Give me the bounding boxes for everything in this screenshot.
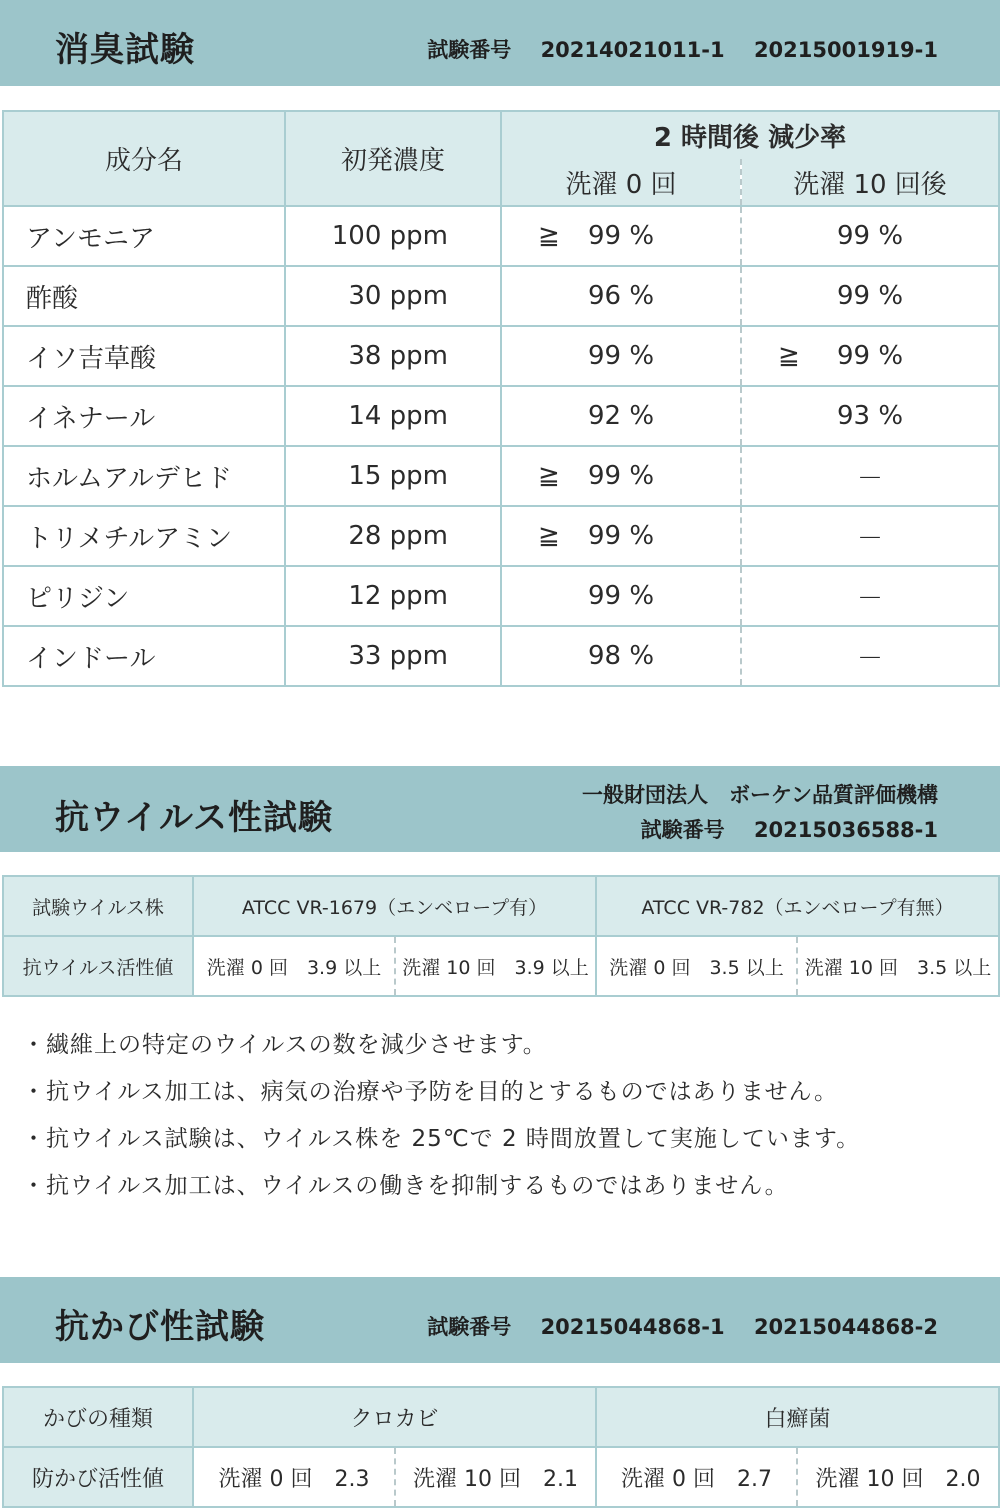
wash0-cell [501, 326, 741, 386]
mold-1: クロカビ [193, 1387, 596, 1447]
note-item: ・ 抗ウイルス試験は、ウイルス株を 25℃で 2 時間放置して実施しています。 [22, 1116, 860, 1163]
activity-label: 抗ウイルス活性値 [3, 936, 193, 996]
mold-2: 白癬菌 [596, 1387, 999, 1447]
mold-activity-value: 洗濯 0 回 2.7 [596, 1447, 797, 1507]
wash0-value: 99 % [587, 341, 655, 371]
ingredient-name: トリメチルアミン [3, 506, 285, 566]
wash0-value: 99 % [587, 221, 655, 251]
antimold-header [0, 1277, 1000, 1363]
mold-activity-value: 洗濯 10 回 2.0 [797, 1447, 999, 1507]
wash10-value: 93 % [836, 401, 904, 431]
wash10-cell [741, 326, 999, 386]
deodor-header [0, 0, 1000, 86]
table-row [3, 446, 999, 506]
antiviral-notes [22, 1022, 860, 1210]
initial-concentration: 12 ppm [285, 566, 501, 626]
wash0-value: 99 % [587, 521, 655, 551]
test-no: 20215001919-1 [753, 38, 938, 62]
wash0-cell [501, 386, 741, 446]
antiviral-header [0, 766, 1000, 852]
wash0-cell [501, 446, 741, 506]
antimold-title: 抗かび性試験 [55, 1307, 265, 1347]
strain-label: 試験ウイルス株 [3, 876, 193, 936]
initial-concentration: 15 ppm [285, 446, 501, 506]
antimold-table [2, 1386, 1000, 1508]
wash10-cell [741, 506, 999, 566]
mold-activity-value: 洗濯 10 回 2.1 [395, 1447, 596, 1507]
initial-concentration: 28 ppm [285, 506, 501, 566]
mold-label: かびの種類 [3, 1387, 193, 1447]
wash10-value: 99 % [836, 221, 904, 251]
initial-concentration: 30 ppm [285, 266, 501, 326]
wash0-cell [501, 566, 741, 626]
wash0-value: 96 % [587, 281, 655, 311]
ingredient-name: イソ吉草酸 [3, 326, 285, 386]
test-no: 20215036588-1 [753, 818, 938, 842]
wash10-cell [741, 386, 999, 446]
note-item: ・ 繊維上の特定のウイルスの数を減少させます。 [22, 1022, 860, 1069]
antiviral-test-number [641, 814, 938, 844]
table-row [3, 626, 999, 686]
col-wash10: 洗濯 10 回後 [741, 159, 999, 206]
table-row [3, 506, 999, 566]
wash10-cell [741, 266, 999, 326]
activity-value: 洗濯 10 回 3.5 以上 [797, 936, 999, 996]
wash0-value: 92 % [587, 401, 655, 431]
ingredient-name: ピリジン [3, 566, 285, 626]
test-no-label: 試験番号 [640, 818, 725, 842]
table-row [3, 266, 999, 326]
ge-symbol: ≧ [778, 341, 800, 371]
wash0-value: 99 % [587, 581, 655, 611]
wash10-value: 99 % [836, 341, 904, 371]
wash10-cell [741, 446, 999, 506]
wash10-value: － [857, 583, 884, 614]
test-no-label: 試験番号 [427, 38, 512, 62]
wash10-value: － [857, 523, 884, 554]
wash10-value: － [857, 643, 884, 674]
initial-concentration: 33 ppm [285, 626, 501, 686]
mold-activity-label: 防かび活性値 [3, 1447, 193, 1507]
ingredient-name: アンモニア [3, 206, 285, 266]
wash0-cell [501, 266, 741, 326]
activity-value: 洗濯 0 回 3.9 以上 [193, 936, 395, 996]
table-row [3, 566, 999, 626]
strain-1: ATCC VR-1679（エンベロープ有） [193, 876, 596, 936]
table-row [3, 326, 999, 386]
activity-value: 洗濯 10 回 3.9 以上 [395, 936, 596, 996]
antiviral-org: 一般財団法人 ボーケン品質評価機構 [582, 783, 938, 807]
ge-symbol: ≧ [538, 521, 560, 551]
wash10-cell [741, 626, 999, 686]
test-no: 20215044868-1 [540, 1315, 725, 1339]
wash0-cell [501, 506, 741, 566]
note-item: ・ 抗ウイルス加工は、ウイルスの働きを抑制するものではありません。 [22, 1163, 860, 1210]
activity-value: 洗濯 0 回 3.5 以上 [596, 936, 797, 996]
mold-activity-value: 洗濯 0 回 2.3 [193, 1447, 395, 1507]
wash10-cell [741, 566, 999, 626]
deodor-test-numbers [427, 34, 938, 64]
antiviral-table [2, 875, 1000, 997]
deodor-title: 消臭試験 [55, 30, 195, 70]
ge-symbol: ≧ [538, 221, 560, 251]
col-ingredient: 成分名 [3, 111, 285, 206]
wash0-cell [501, 206, 741, 266]
strain-2: ATCC VR-782（エンベロープ有無） [596, 876, 999, 936]
table-row [3, 206, 999, 266]
wash10-value: 99 % [836, 281, 904, 311]
col-reduction: 2 時間後 減少率 [501, 111, 999, 159]
antimold-test-numbers [427, 1311, 938, 1341]
col-initial: 初発濃度 [285, 111, 501, 206]
note-item: ・ 抗ウイルス加工は、病気の治療や予防を目的とするものではありません。 [22, 1069, 860, 1116]
table-row [3, 386, 999, 446]
wash0-value: 99 % [587, 461, 655, 491]
antiviral-title: 抗ウイルス性試験 [55, 798, 333, 838]
wash0-cell [501, 626, 741, 686]
test-no: 20214021011-1 [540, 38, 725, 62]
test-no: 20215044868-2 [753, 1315, 938, 1339]
ingredient-name: インドール [3, 626, 285, 686]
ingredient-name: 酢酸 [3, 266, 285, 326]
initial-concentration: 38 ppm [285, 326, 501, 386]
deodor-table [2, 110, 1000, 687]
wash10-value: － [857, 463, 884, 494]
ingredient-name: イネナール [3, 386, 285, 446]
test-no-label: 試験番号 [427, 1315, 512, 1339]
wash0-value: 98 % [587, 641, 655, 671]
ge-symbol: ≧ [538, 461, 560, 491]
wash10-cell [741, 206, 999, 266]
ingredient-name: ホルムアルデヒド [3, 446, 285, 506]
initial-concentration: 100 ppm [285, 206, 501, 266]
initial-concentration: 14 ppm [285, 386, 501, 446]
col-wash0: 洗濯 0 回 [501, 159, 741, 206]
